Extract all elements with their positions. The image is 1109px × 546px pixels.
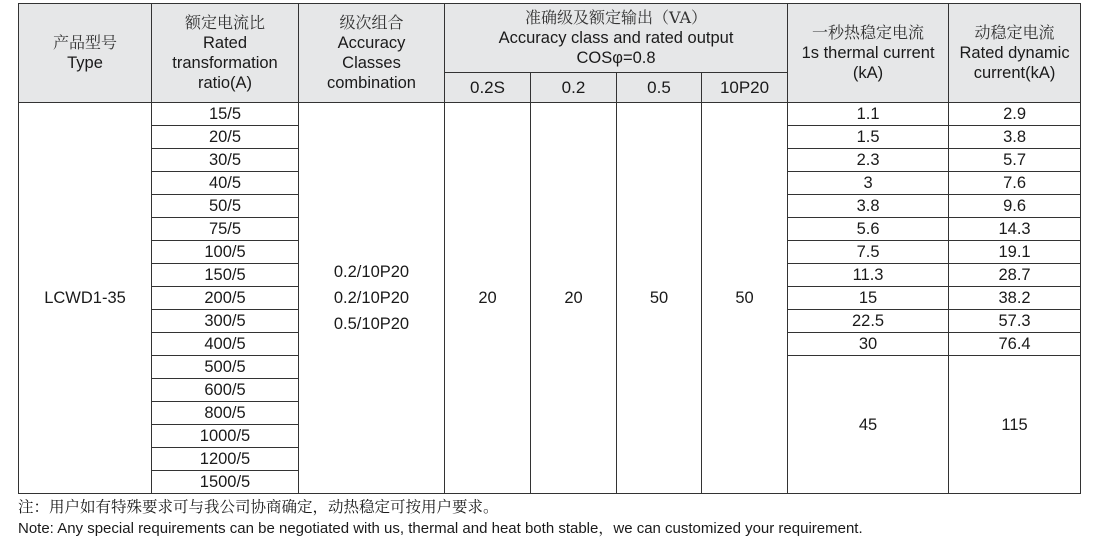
spec-table	[18, 3, 1081, 494]
ratio-cell: 200/5	[152, 287, 299, 310]
ratio-header-zh: 额定电流比	[184, 13, 265, 32]
dynamic-cell: 38.2	[949, 287, 1081, 310]
thermal-cell: 11.3	[788, 264, 949, 287]
thermal-cell: 7.5	[788, 241, 949, 264]
model-cell: LCWD1-35	[19, 103, 152, 494]
thermal-cell: 45	[788, 356, 949, 494]
output-cell-0.5: 50	[617, 103, 702, 494]
accuracy-header-en-2: Classes	[342, 54, 401, 72]
ratio-cell: 300/5	[152, 310, 299, 333]
footnote-en: Note: Any special requirements can be negotiated with us, thermal and heat both stable，we can customized your requirement.	[18, 520, 863, 537]
output-header-en-1: Accuracy class and rated output	[498, 29, 734, 47]
dynamic-cell: 7.6	[949, 172, 1081, 195]
output-header-en-2: COSφ=0.8	[576, 49, 656, 67]
ratio-cell: 100/5	[152, 241, 299, 264]
output-cell-0.2: 20	[531, 103, 617, 494]
dynamic-header	[949, 4, 1081, 103]
dynamic-cell: 9.6	[949, 195, 1081, 218]
output-cell-10p20: 50	[702, 103, 788, 494]
dynamic-cell: 3.8	[949, 126, 1081, 149]
dynamic-header-zh: 动稳定电流	[974, 23, 1055, 42]
output-cell-0.2s: 20	[445, 103, 531, 494]
dynamic-cell: 76.4	[949, 333, 1081, 356]
thermal-cell: 2.3	[788, 149, 949, 172]
dynamic-cell: 115	[949, 356, 1081, 494]
thermal-cell: 5.6	[788, 218, 949, 241]
thermal-cell: 3.8	[788, 195, 949, 218]
type-header-en: Type	[67, 54, 103, 72]
output-header	[445, 4, 788, 73]
thermal-cell: 3	[788, 172, 949, 195]
ratio-header-en-1: Rated	[202, 34, 248, 52]
accuracy-header-en-1: Accuracy	[337, 34, 406, 52]
footnote	[18, 496, 863, 540]
accuracy-header	[299, 4, 445, 103]
thermal-header-en-2: (kA)	[852, 64, 884, 82]
dynamic-header-en-2: current(kA)	[973, 64, 1056, 82]
dynamic-cell: 14.3	[949, 218, 1081, 241]
type-header-zh: 产品型号	[52, 33, 117, 52]
ratio-cell: 15/5	[152, 103, 299, 126]
ratio-cell: 600/5	[152, 379, 299, 402]
combination-line: 0.2/10P20	[333, 289, 410, 307]
output-header-zh: 准确级及额定输出（VA）	[525, 8, 708, 27]
ratio-cell: 150/5	[152, 264, 299, 287]
thermal-header-zh: 一秒热稳定电流	[812, 23, 925, 42]
thermal-cell: 1.1	[788, 103, 949, 126]
type-header	[19, 4, 152, 103]
ratio-cell: 75/5	[152, 218, 299, 241]
dynamic-cell: 19.1	[949, 241, 1081, 264]
thermal-cell: 30	[788, 333, 949, 356]
thermal-header	[788, 4, 949, 103]
footnote-zh: 注：用户如有特殊要求可与我公司协商确定，动热稳定可按用户要求。	[18, 498, 499, 516]
ratio-cell: 500/5	[152, 356, 299, 379]
combination-line: 0.5/10P20	[333, 315, 410, 333]
output-class-0.2s: 0.2S	[445, 73, 531, 103]
ratio-cell: 1500/5	[152, 471, 299, 494]
dynamic-cell: 57.3	[949, 310, 1081, 333]
thermal-cell: 1.5	[788, 126, 949, 149]
combination-cell	[299, 103, 445, 494]
combination-line: 0.2/10P20	[333, 263, 410, 281]
output-class-10p20: 10P20	[702, 73, 788, 103]
dynamic-cell: 2.9	[949, 103, 1081, 126]
output-class-0.2: 0.2	[531, 73, 617, 103]
accuracy-header-zh: 级次组合	[339, 13, 404, 32]
thermal-cell: 22.5	[788, 310, 949, 333]
ratio-cell: 40/5	[152, 172, 299, 195]
ratio-cell: 400/5	[152, 333, 299, 356]
ratio-header	[152, 4, 299, 103]
thermal-cell: 15	[788, 287, 949, 310]
ratio-header-en-2: transformation	[172, 54, 278, 72]
thermal-header-en-1: 1s thermal current	[801, 44, 935, 62]
dynamic-cell: 28.7	[949, 264, 1081, 287]
ratio-header-en-3: ratio(A)	[197, 74, 253, 92]
ratio-cell: 50/5	[152, 195, 299, 218]
dynamic-header-en-1: Rated dynamic	[959, 44, 1070, 62]
accuracy-header-en-3: combination	[327, 74, 416, 92]
output-class-0.5: 0.5	[617, 73, 702, 103]
ratio-cell: 20/5	[152, 126, 299, 149]
ratio-cell: 30/5	[152, 149, 299, 172]
ratio-cell: 1200/5	[152, 448, 299, 471]
ratio-cell: 800/5	[152, 402, 299, 425]
dynamic-cell: 5.7	[949, 149, 1081, 172]
ratio-cell: 1000/5	[152, 425, 299, 448]
